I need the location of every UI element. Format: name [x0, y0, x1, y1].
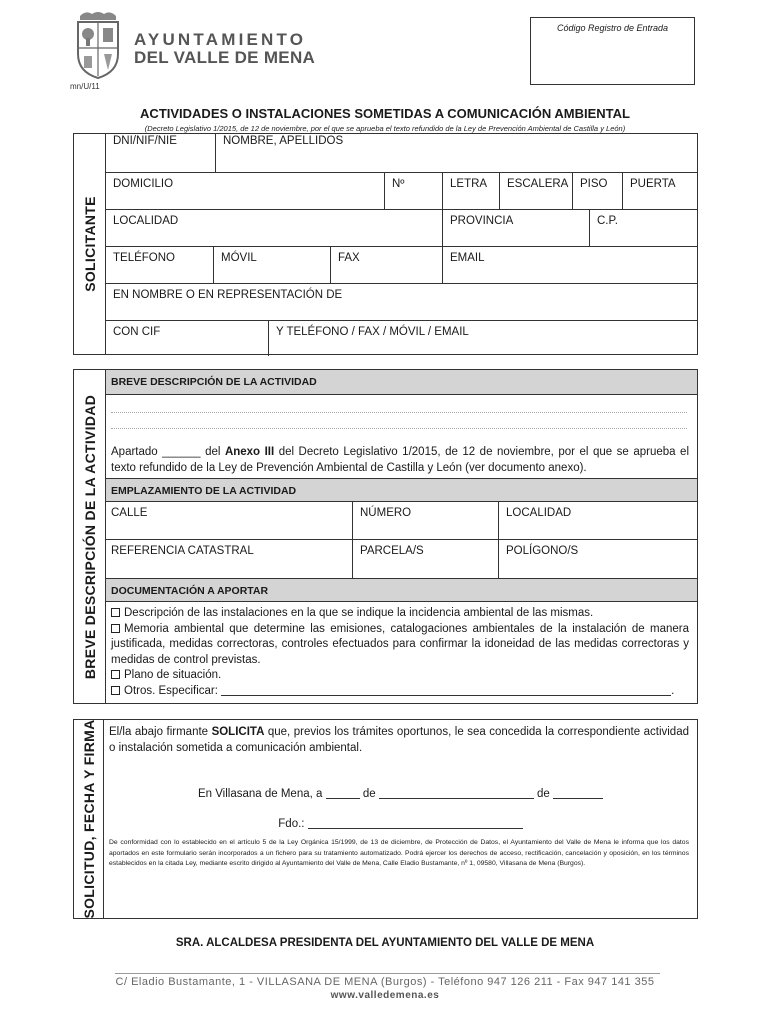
checkbox[interactable]	[111, 686, 120, 695]
form-row	[106, 540, 697, 578]
street-field[interactable]: CALLE	[111, 507, 148, 519]
request-section	[73, 719, 698, 919]
cif-field[interactable]: CON CIF	[113, 326, 161, 338]
annex-paragraph: Apartado ______ del Anexo III del Decreto Legislativo 1/2015, de 12 de noviembre, por el que se aprueba el texto refundido de la Ley de Prevención Ambiental de Castilla y León (ver documento anexo).	[111, 446, 689, 474]
registry-label: Código Registro de Entrada	[556, 23, 669, 33]
form-row	[106, 134, 697, 173]
addressee: SRA. ALCALDESA PRESIDENTA DEL AYUNTAMIENTO DEL VALLE DE MENA	[175, 937, 595, 949]
stair-field[interactable]: ESCALERA	[499, 173, 572, 209]
signature-blank[interactable]	[308, 828, 523, 829]
activity-section	[73, 369, 698, 704]
email-field[interactable]: EMAIL	[442, 247, 697, 283]
form-subtitle: (Decreto Legislativo 1/2015, de 12 de noviembre, por el que se aprueba el texto refundido de la Ley de Prevención Ambiental de Castilla y León)	[144, 124, 626, 133]
doc-item: Descripción de las instalaciones en la que se indique la incidencia ambiental de las mismas.	[111, 606, 689, 622]
description-line[interactable]	[111, 428, 687, 429]
footer-address: C/ Eladio Bustamante, 1 - VILLASANA DE MENA (Burgos) - Teléfono 947 126 211 - Fax 947 141 355	[115, 976, 655, 988]
doc-item: Plano de situación.	[111, 668, 689, 684]
province-field[interactable]: PROVINCIA	[442, 210, 589, 246]
checkbox[interactable]	[111, 608, 120, 617]
form-title: ACTIVIDADES O INSTALACIONES SOMETIDAS A COMUNICACIÓN AMBIENTAL	[140, 106, 630, 121]
month-blank[interactable]	[379, 798, 534, 799]
contact-field[interactable]: Y TELÉFONO / FAX / MÓVIL / EMAIL	[268, 321, 697, 356]
year-blank[interactable]	[553, 798, 603, 799]
form-row	[106, 284, 697, 321]
parcels-field[interactable]: PARCELA/S	[352, 540, 498, 578]
doc-item: Otros. Especificar: .	[111, 684, 689, 700]
signature-line: Fdo.:	[104, 818, 697, 830]
applicant-section-label: SOLICITANTE	[81, 196, 98, 292]
form-row	[106, 173, 697, 210]
coat-of-arms-icon	[72, 10, 124, 80]
checkbox[interactable]	[111, 624, 120, 633]
doc-item: Memoria ambiental que determine las emisiones, catalogaciones ambientales de la instalación de manera justificada, medidas correctoras, controles efectuados para confirmar la idoneidad de las medidas correctoras y medidas de control previstas.	[111, 622, 689, 666]
postal-code-field[interactable]: C.P.	[589, 210, 697, 246]
applicant-section	[73, 133, 698, 355]
location-header: EMPLAZAMIENTO DE LA ACTIVIDAD	[106, 478, 697, 502]
form-row	[106, 210, 697, 247]
documentation-header: DOCUMENTACIÓN A APORTAR	[106, 578, 697, 602]
letter-field[interactable]: LETRA	[442, 173, 499, 209]
documentation-list	[111, 606, 689, 699]
form-row	[106, 502, 697, 540]
phone-field[interactable]: TELÉFONO	[113, 252, 175, 264]
data-protection-notice: De conformidad con lo establecido en el artículo 5 de la Ley Orgánica 15/1999, de 13 de diciembre, de Protección de Datos, el Ayuntamiento del Valle de Mena le informa que los datos aportados en este formulario serán incorporados a un fichero para su tratamiento automatizado. Podrá ejercer los derechos de acceso, rectificación, cancelación y oposición, en los términos establecidos en la citada Ley, mediante escrito dirigido al Ayuntamiento del Valle de Mena, Calle Eladio Bustamante, nº 1, 09580, Villasana de Mena (Burgos).	[109, 839, 689, 867]
number-field[interactable]: Nº	[384, 173, 442, 209]
floor-field[interactable]: PISO	[572, 173, 622, 209]
address-field[interactable]: DOMICILIO	[113, 178, 174, 190]
cadastral-field[interactable]: REFERENCIA CATASTRAL	[111, 545, 254, 557]
polygon-field[interactable]: POLÍGONO/S	[498, 540, 697, 578]
date-line: En Villasana de Mena, a de de	[104, 788, 697, 800]
door-field[interactable]: PUERTA	[622, 173, 697, 209]
name-field[interactable]: NOMBRE, APELLIDOS	[215, 134, 697, 172]
org-name-line2: DEL VALLE DE MENA	[134, 48, 316, 67]
mobile-field[interactable]: MÓVIL	[213, 247, 330, 283]
description-line[interactable]	[111, 412, 687, 413]
other-specify-line[interactable]	[221, 695, 671, 696]
checkbox[interactable]	[111, 670, 120, 679]
form-row	[106, 247, 697, 284]
day-blank[interactable]	[326, 798, 360, 799]
activity-locality-field[interactable]: LOCALIDAD	[498, 502, 697, 539]
request-paragraph: El/la abajo firmante SOLICITA que, previos los trámites oportunos, le sea concedida la correspondiente actividad o instalación sometida a comunicación ambiental.	[109, 726, 689, 754]
form-row	[106, 321, 697, 356]
description-header: BREVE DESCRIPCIÓN DE LA ACTIVIDAD	[106, 370, 697, 395]
registry-box[interactable]	[530, 17, 695, 85]
dni-field[interactable]: DNI/NIF/NIE	[113, 135, 177, 147]
footer-divider	[115, 973, 660, 974]
request-section-label: SOLICITUD, FECHA Y FIRMA	[80, 719, 97, 919]
fax-field[interactable]: FAX	[330, 247, 442, 283]
representation-field[interactable]: EN NOMBRE O EN REPRESENTACIÓN DE	[113, 289, 343, 301]
locality-field[interactable]: LOCALIDAD	[113, 215, 179, 227]
form-code: mn/U/11	[70, 82, 100, 91]
org-name-line1: AYUNTAMIENTO	[134, 30, 307, 49]
footer-website[interactable]: www.valledemena.es	[330, 990, 440, 1001]
activity-section-label: BREVE DESCRIPCIÓN DE LA ACTIVIDAD	[81, 394, 98, 679]
street-number-field[interactable]: NÚMERO	[352, 502, 498, 539]
